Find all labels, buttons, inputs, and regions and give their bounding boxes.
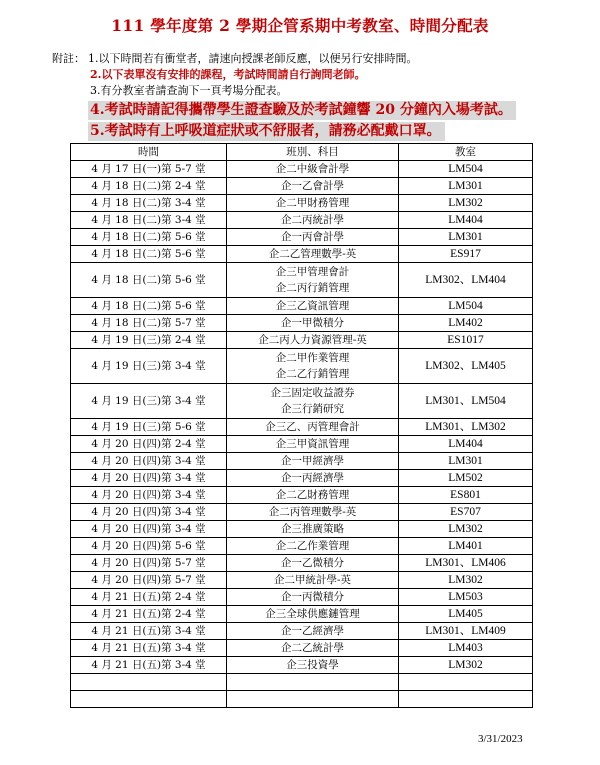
course-cell <box>227 555 399 572</box>
room-cell: LM302 <box>399 521 533 538</box>
time-cell: 4 月 18 日(二)第 3-4 堂 <box>71 195 227 212</box>
course-cell <box>227 246 399 263</box>
course-name: 企三投資學 <box>286 658 339 671</box>
course-cell <box>227 263 399 298</box>
course-name: 企三甲資訊管理 <box>275 437 350 450</box>
table-row <box>71 589 533 606</box>
course-name: 企一乙微積分 <box>281 556 344 569</box>
course-name: 企二中級會計學 <box>275 162 350 175</box>
course-name: 企三全球供應鏈管理 <box>265 607 360 620</box>
room-cell: LM301、LM504 <box>399 384 533 419</box>
course-cell <box>227 453 399 470</box>
room-cell: LM503 <box>399 589 533 606</box>
room-cell: ES801 <box>399 487 533 504</box>
table-row <box>71 315 533 332</box>
room-cell: LM404 <box>399 436 533 453</box>
time-cell: 4 月 20 日(四)第 3-4 堂 <box>71 487 227 504</box>
page-title: 111 學年度第 2 學期企管系期中考教室、時間分配表 <box>111 16 489 35</box>
time-cell: 4 月 20 日(四)第 3-4 堂 <box>71 453 227 470</box>
time-cell: 4 月 21 日(五)第 2-4 堂 <box>71 589 227 606</box>
course-cell <box>227 538 399 555</box>
exam-schedule-table <box>70 143 533 708</box>
course-name: 企二乙作業管理 <box>275 539 350 552</box>
time-cell: 4 月 18 日(二)第 5-6 堂 <box>71 263 227 298</box>
table-row <box>71 487 533 504</box>
course-cell <box>227 298 399 315</box>
course-name: 企二乙財務管理 <box>275 488 350 501</box>
course-name: 企一丙微積分 <box>281 590 344 603</box>
time-cell: 4 月 19 日(三)第 3-4 堂 <box>71 349 227 384</box>
room-cell: ES707 <box>399 504 533 521</box>
room-cell: LM302、LM405 <box>399 349 533 384</box>
room-cell: LM504 <box>399 161 533 178</box>
room-cell: LM402 <box>399 315 533 332</box>
room-cell <box>399 674 533 691</box>
table-row <box>71 453 533 470</box>
course-cell <box>227 521 399 538</box>
course-name: 企二丙管理數學-英 <box>268 505 357 518</box>
table-row <box>71 521 533 538</box>
notes-prefix: 附註： <box>52 52 85 65</box>
course-name: 企一甲經濟學 <box>281 454 344 467</box>
course-name: 企二乙行銷管理 <box>275 368 350 380</box>
course-cell <box>227 436 399 453</box>
table-header-row <box>71 144 533 161</box>
table-row <box>71 555 533 572</box>
table-row <box>71 161 533 178</box>
time-cell: 4 月 21 日(五)第 3-4 堂 <box>71 640 227 657</box>
course-name: 企二乙管理數學-英 <box>268 247 357 260</box>
note-line-5-highlight: 5.考試時有上呼吸道症狀或不舒服者，請務必配戴口罩。 <box>88 122 445 141</box>
course-name: 企二甲財務管理 <box>275 196 350 209</box>
time-cell: 4 月 18 日(二)第 2-4 堂 <box>71 178 227 195</box>
table-row <box>71 538 533 555</box>
table-row <box>71 419 533 436</box>
time-cell <box>71 674 227 691</box>
course-name: 企三推廣策略 <box>281 522 344 535</box>
course-cell <box>227 384 399 419</box>
course-name: 企三甲管理會計 <box>275 266 350 278</box>
course-cell <box>227 349 399 384</box>
course-cell <box>227 504 399 521</box>
time-cell: 4 月 20 日(四)第 3-4 堂 <box>71 504 227 521</box>
room-cell: LM301 <box>399 229 533 246</box>
table-row <box>71 246 533 263</box>
room-cell: LM302 <box>399 572 533 589</box>
course-cell <box>227 229 399 246</box>
header-time: 時間 <box>71 144 227 161</box>
room-cell: LM404 <box>399 212 533 229</box>
room-cell: LM401 <box>399 538 533 555</box>
course-cell <box>227 657 399 674</box>
footer-date: 3/31/2023 <box>478 733 523 745</box>
room-cell <box>399 691 533 708</box>
table-row <box>71 349 533 384</box>
course-cell <box>227 606 399 623</box>
time-cell: 4 月 20 日(四)第 2-4 堂 <box>71 436 227 453</box>
table-row <box>71 470 533 487</box>
course-name: 企一乙會計學 <box>281 179 344 192</box>
course-cell <box>227 623 399 640</box>
room-cell: LM403 <box>399 640 533 657</box>
table-row <box>71 606 533 623</box>
time-cell: 4 月 18 日(二)第 5-6 堂 <box>71 229 227 246</box>
room-cell: LM302、LM404 <box>399 263 533 298</box>
room-cell: LM502 <box>399 470 533 487</box>
course-cell <box>227 212 399 229</box>
time-cell: 4 月 19 日(三)第 3-4 堂 <box>71 384 227 419</box>
header-course: 班別、科目 <box>227 144 399 161</box>
room-cell: LM301、LM409 <box>399 623 533 640</box>
course-cell <box>227 674 399 691</box>
note-line-2: 2.以下表單沒有安排的課程，考試時間請自行詢問老師。 <box>90 68 366 81</box>
time-cell: 4 月 20 日(四)第 3-4 堂 <box>71 470 227 487</box>
course-cell <box>227 161 399 178</box>
time-cell: 4 月 18 日(二)第 3-4 堂 <box>71 212 227 229</box>
table-row <box>71 384 533 419</box>
time-cell: 4 月 19 日(三)第 2-4 堂 <box>71 332 227 349</box>
course-cell <box>227 691 399 708</box>
table-row <box>71 195 533 212</box>
course-name: 企二丙行銷管理 <box>275 282 350 294</box>
room-cell: ES1017 <box>399 332 533 349</box>
time-cell: 4 月 20 日(四)第 5-6 堂 <box>71 538 227 555</box>
room-cell: LM504 <box>399 298 533 315</box>
course-name: 企三乙資訊管理 <box>275 299 350 312</box>
course-cell <box>227 315 399 332</box>
table-row <box>71 572 533 589</box>
course-name: 企三固定收益證券 <box>270 387 355 399</box>
room-cell: LM302 <box>399 657 533 674</box>
table-body <box>71 161 533 708</box>
course-name: 企一甲微積分 <box>281 316 344 329</box>
time-cell: 4 月 18 日(二)第 5-7 堂 <box>71 315 227 332</box>
time-cell: 4 月 21 日(五)第 3-4 堂 <box>71 623 227 640</box>
table-row <box>71 657 533 674</box>
time-cell: 4 月 20 日(四)第 5-7 堂 <box>71 555 227 572</box>
note-line-4-highlight: 4.考試時請記得攜帶學生證查驗及於考試鐘響 20 分鐘內入場考試。 <box>88 101 516 120</box>
room-cell: LM301、LM406 <box>399 555 533 572</box>
course-cell <box>227 589 399 606</box>
course-name: 企三行銷研究 <box>281 403 344 415</box>
course-name: 企三乙、丙管理會計 <box>265 420 360 433</box>
time-cell: 4 月 20 日(四)第 3-4 堂 <box>71 521 227 538</box>
room-cell: ES917 <box>399 246 533 263</box>
time-cell: 4 月 17 日(一)第 5-7 堂 <box>71 161 227 178</box>
table-row <box>71 623 533 640</box>
time-cell: 4 月 21 日(五)第 3-4 堂 <box>71 657 227 674</box>
course-name: 企二丙人力資源管理-英 <box>258 333 367 346</box>
course-name: 企一乙經濟學 <box>281 624 344 637</box>
room-cell: LM301 <box>399 453 533 470</box>
course-cell <box>227 178 399 195</box>
table-row <box>71 263 533 298</box>
course-name: 企二甲作業管理 <box>275 352 350 364</box>
room-cell: LM302 <box>399 195 533 212</box>
note-line-1: 1.以下時間若有衝堂者，請速向授課老師反應，以便另行安排時間。 <box>88 52 418 65</box>
time-cell <box>71 691 227 708</box>
time-cell: 4 月 19 日(三)第 5-6 堂 <box>71 419 227 436</box>
table-row <box>71 212 533 229</box>
course-cell <box>227 572 399 589</box>
course-cell <box>227 419 399 436</box>
course-cell <box>227 487 399 504</box>
header-room: 教室 <box>399 144 533 161</box>
course-name: 企一丙經濟學 <box>281 471 344 484</box>
course-cell <box>227 195 399 212</box>
course-cell <box>227 470 399 487</box>
table-row <box>71 691 533 708</box>
room-cell: LM405 <box>399 606 533 623</box>
table-row <box>71 332 533 349</box>
time-cell: 4 月 20 日(四)第 5-7 堂 <box>71 572 227 589</box>
course-name: 企二甲統計學-英 <box>273 573 352 586</box>
table-row <box>71 640 533 657</box>
course-name: 企二丙統計學 <box>281 213 344 226</box>
course-name: 企一丙會計學 <box>281 230 344 243</box>
table-row <box>71 436 533 453</box>
table-row <box>71 674 533 691</box>
time-cell: 4 月 21 日(五)第 2-4 堂 <box>71 606 227 623</box>
room-cell: LM301、LM302 <box>399 419 533 436</box>
course-name: 企二乙統計學 <box>281 641 344 654</box>
note-line-3: 3.有分教室者請查詢下一頁考場分配表。 <box>90 84 288 97</box>
table-row <box>71 178 533 195</box>
table-row <box>71 504 533 521</box>
time-cell: 4 月 18 日(二)第 5-6 堂 <box>71 298 227 315</box>
table-row <box>71 298 533 315</box>
time-cell: 4 月 18 日(二)第 5-6 堂 <box>71 246 227 263</box>
table-row <box>71 229 533 246</box>
course-cell <box>227 332 399 349</box>
room-cell: LM301 <box>399 178 533 195</box>
course-cell <box>227 640 399 657</box>
